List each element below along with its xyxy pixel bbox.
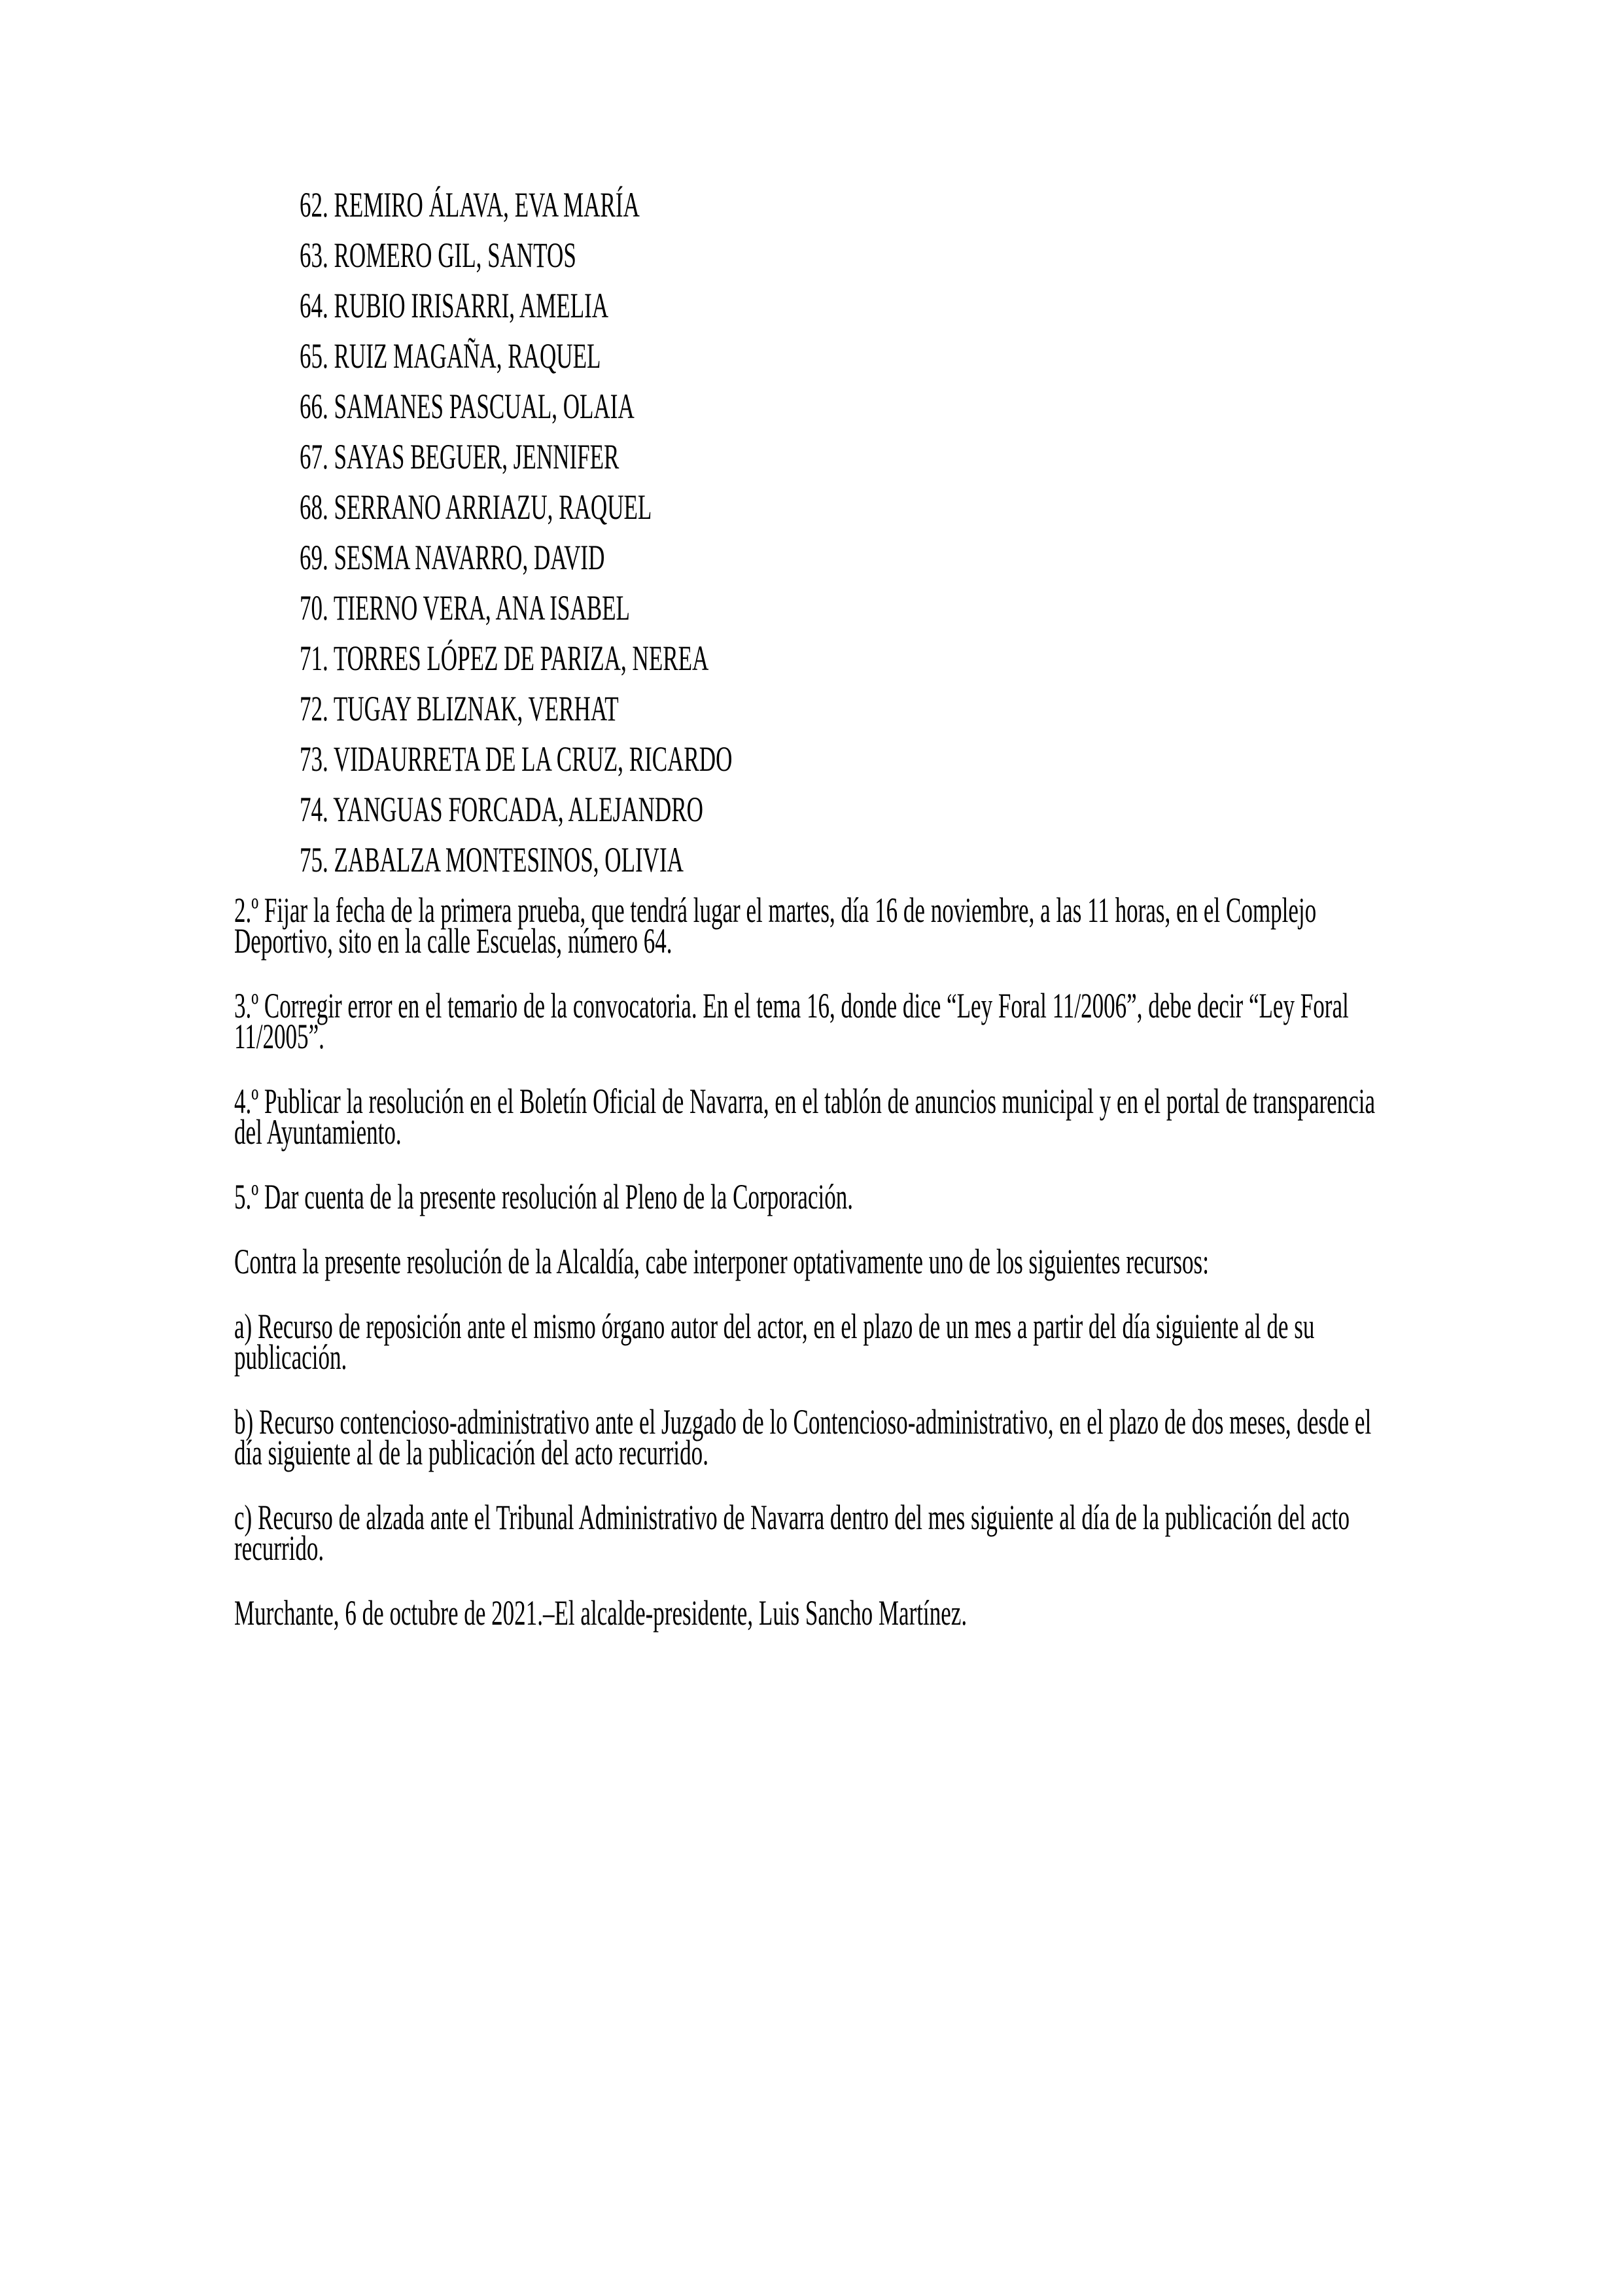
list-item-name: SESMA NAVARRO, DAVID xyxy=(334,538,605,577)
list-item-number: 62. xyxy=(299,185,334,224)
list-item xyxy=(234,487,1393,527)
list-item-number: 68. xyxy=(299,487,334,527)
paragraph-recurso-alzada: c) Recurso de alzada ante el Tribunal Administrativo de Navarra dentro del mes siguiente al día de la publicación del acto recurrido. xyxy=(234,1498,1350,1568)
list-item-name: SAYAS BEGUER, JENNIFER xyxy=(334,437,620,476)
list-item-number: 73. xyxy=(299,739,334,779)
paragraph-correccion-temario: 3.º Corregir error en el temario de la convocatoria. En el tema 16, donde dice “Ley Foral 11/2006”, debe decir “Ley Foral 11/2005”. xyxy=(234,986,1349,1056)
list-item-number: 67. xyxy=(299,437,334,476)
list-item-name: SAMANES PASCUAL, OLAIA xyxy=(334,387,635,426)
document-content xyxy=(234,185,1393,1633)
paragraph-fecha-primera-prueba: 2.º Fijar la fecha de la primera prueba, que tendrá lugar el martes, día 16 de noviembre, a las 11 horas, en el Complejo Deportivo, sito en la calle Escuelas, número 64. xyxy=(234,891,1317,961)
list-item xyxy=(234,538,1393,577)
list-item xyxy=(234,689,1393,728)
list-item xyxy=(234,236,1393,275)
list-item-number: 74. xyxy=(299,790,334,829)
paragraph-recursos-intro: Contra la presente resolución de la Alcaldía, cabe interponer optativamente uno de los siguientes recursos: xyxy=(234,1242,1209,1281)
list-item xyxy=(234,639,1393,678)
list-item xyxy=(234,185,1393,224)
list-item-name: ZABALZA MONTESINOS, OLIVIA xyxy=(334,840,684,879)
list-item-number: 66. xyxy=(299,387,334,426)
list-item xyxy=(234,588,1393,627)
paragraph-firma: Murchante, 6 de octubre de 2021.–El alcalde-presidente, Luis Sancho Martínez. xyxy=(234,1593,968,1633)
list-item-number: 64. xyxy=(299,286,334,325)
list-item-number: 63. xyxy=(299,236,334,275)
list-item xyxy=(234,739,1393,779)
list-item xyxy=(234,286,1393,325)
paragraph-recurso-reposicion: a) Recurso de reposición ante el mismo órgano autor del actor, en el plazo de un mes a partir del día siguiente al de su publicación. xyxy=(234,1307,1315,1377)
list-item-name: VIDAURRETA DE LA CRUZ, RICARDO xyxy=(333,739,733,779)
list-item xyxy=(234,437,1393,476)
list-item xyxy=(234,840,1393,879)
list-item-name: REMIRO ÁLAVA, EVA MARÍA xyxy=(334,185,640,224)
list-item-name: ROMERO GIL, SANTOS xyxy=(334,236,576,275)
list-item-number: 70. xyxy=(299,588,334,627)
list-item-name: TUGAY BLIZNAK, VERHAT xyxy=(333,689,619,728)
list-item-name: TORRES LÓPEZ DE PARIZA, NEREA xyxy=(333,639,709,678)
list-item-name: RUIZ MAGAÑA, RAQUEL xyxy=(334,336,601,376)
list-item-name: SERRANO ARRIAZU, RAQUEL xyxy=(334,487,652,527)
list-item-name: YANGUAS FORCADA, ALEJANDRO xyxy=(333,790,703,829)
paragraph-recurso-contencioso: b) Recurso contencioso-administrativo ante el Juzgado de lo Contencioso-administrativo, en el plazo de dos meses, desde el día siguiente al de la publicación del acto recurrido. xyxy=(234,1402,1372,1472)
candidate-list xyxy=(234,185,1393,879)
list-item-number: 71. xyxy=(299,639,334,678)
list-item xyxy=(234,387,1393,426)
list-item-number: 69. xyxy=(299,538,334,577)
list-item-number: 65. xyxy=(299,336,334,376)
list-item xyxy=(234,336,1393,376)
list-item-number: 75. xyxy=(299,840,334,879)
paragraph-publicacion-resolucion: 4.º Publicar la resolución en el Boletín Oficial de Navarra, en el tablón de anuncios municipal y en el portal de transparencia del Ayuntamiento. xyxy=(234,1082,1376,1152)
list-item-number: 72. xyxy=(299,689,334,728)
list-item-name: TIERNO VERA, ANA ISABEL xyxy=(333,588,630,627)
list-item xyxy=(234,790,1393,829)
list-item-name: RUBIO IRISARRI, AMELIA xyxy=(334,286,609,325)
paragraph-dar-cuenta-pleno: 5.º Dar cuenta de la presente resolución al Pleno de la Corporación. xyxy=(234,1177,854,1216)
